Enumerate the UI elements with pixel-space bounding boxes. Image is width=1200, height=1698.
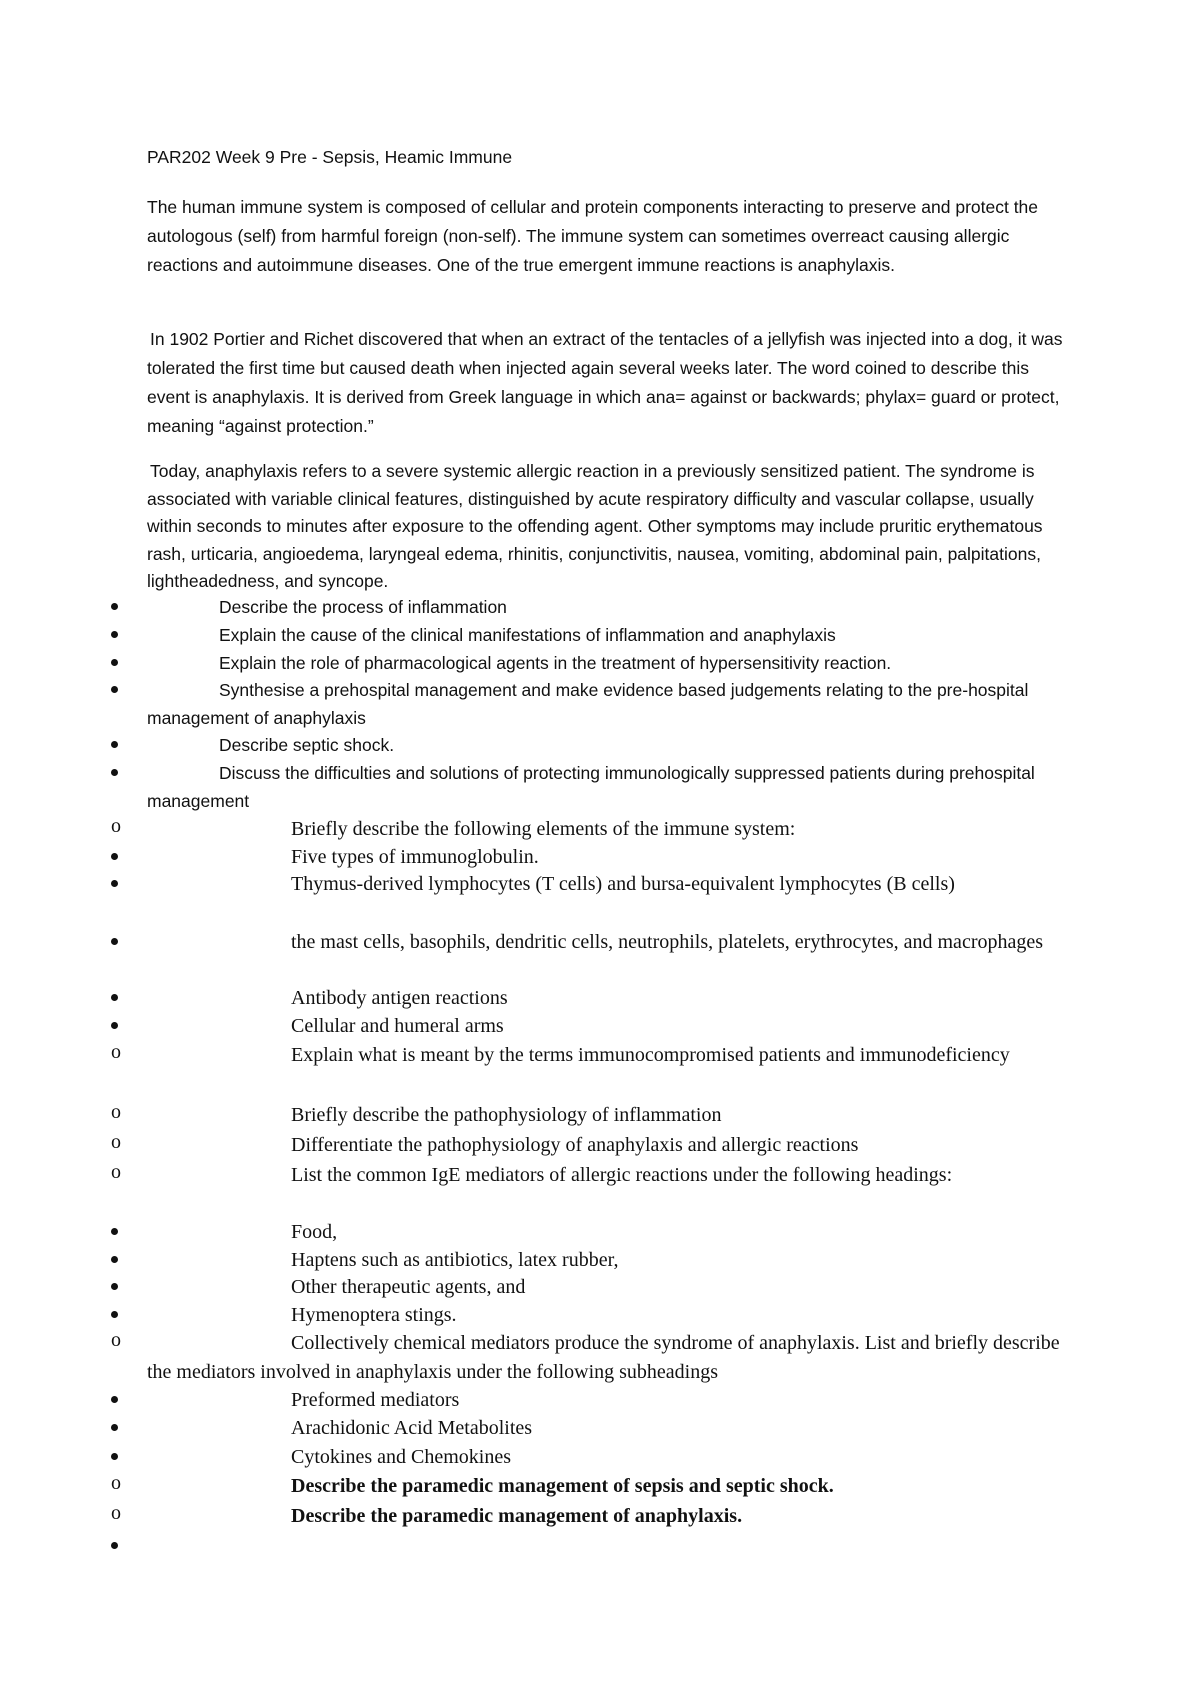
objective-text: Discuss the difficulties and solutions of protecting immunologically suppressed patients during prehospital management <box>147 763 1035 811</box>
question-text: Food, <box>291 1221 338 1243</box>
bullet-icon <box>111 1414 131 1437</box>
question-text: Haptens such as antibiotics, latex rubber, <box>291 1249 619 1271</box>
objective-item <box>147 677 1082 732</box>
question-item <box>147 928 1082 957</box>
question-item <box>111 1131 1082 1160</box>
circle-bullet-icon: o <box>111 1161 121 1183</box>
objective-item <box>147 732 1082 760</box>
question-item <box>147 1386 1082 1415</box>
question-text: Arachidonic Acid Metabolites <box>291 1417 533 1439</box>
bullet-icon <box>111 1218 131 1241</box>
question-item <box>111 1329 1082 1386</box>
circle-bullet-icon: o <box>111 1041 121 1063</box>
question-text: Other therapeutic agents, and <box>291 1276 526 1298</box>
definition-paragraph: Today, anaphylaxis refers to a severe systemic allergic reaction in a previously sensitized patient. The syndrome is associated with variable clinical features, distinguished by acute respiratory difficulty and vascular collapse, usually within seconds to minutes after exposure to the offending agent. Other symptoms may include pruritic erythematous rash, urticaria, angioedema, laryngeal edema, rhinitis, conjunctivitis, nausea, vomiting, abdominal pain, palpitations, lightheadedness, and syncope. <box>147 461 1043 591</box>
question-text: Preformed mediators <box>291 1389 460 1411</box>
bullet-icon <box>111 1532 131 1555</box>
question-text: Hymenoptera stings. <box>291 1304 457 1326</box>
bullet-icon <box>111 1386 131 1409</box>
question-item <box>147 1443 1082 1472</box>
question-item <box>147 1301 1082 1330</box>
question-item <box>147 1273 1082 1302</box>
question-item <box>111 1041 1082 1070</box>
bullet-icon <box>111 1273 131 1296</box>
question-item <box>147 843 1082 872</box>
bullet-icon <box>111 870 131 893</box>
question-text: Briefly describe the pathophysiology of inflammation <box>291 1104 722 1126</box>
question-text: Describe the paramedic management of sepsis and septic shock. <box>291 1475 834 1497</box>
objective-text: Explain the role of pharmacological agents in the treatment of hypersensitivity reaction. <box>219 653 892 673</box>
objective-item <box>147 622 1082 650</box>
circle-bullet-icon: o <box>111 1472 121 1494</box>
circle-bullet-icon: o <box>111 1502 121 1524</box>
circle-bullet-icon: o <box>111 815 121 837</box>
question-text: Thymus-derived lymphocytes (T cells) and bursa-equivalent lymphocytes (B cells) <box>291 873 955 895</box>
bullet-icon <box>111 1301 131 1324</box>
bullet-icon <box>111 1246 131 1269</box>
bullet-icon <box>111 732 131 753</box>
question-text: Five types of immunoglobulin. <box>291 846 539 868</box>
question-item <box>111 815 1082 844</box>
objective-text: Synthesise a prehospital management and make evidence based judgements relating to the pre-hospital management of anaphylaxis <box>147 680 1029 728</box>
question-item <box>147 984 1082 1013</box>
question-item <box>111 1101 1082 1130</box>
bullet-icon <box>111 843 131 866</box>
objective-item <box>147 650 1082 678</box>
question-text: Collectively chemical mediators produce the syndrome of anaphylaxis. List and briefly describe the mediators involved in anaphylaxis under the following subheadings <box>147 1332 1060 1383</box>
question-text: Cellular and humeral arms <box>291 1015 504 1037</box>
question-text: Antibody antigen reactions <box>291 987 508 1009</box>
bullet-icon <box>111 650 131 671</box>
question-item <box>147 1246 1082 1275</box>
objective-item <box>147 760 1082 815</box>
objective-item <box>147 594 1082 622</box>
bullet-icon <box>111 1443 131 1466</box>
circle-bullet-icon: o <box>111 1329 121 1351</box>
question-item <box>111 1472 1082 1501</box>
document-title: PAR202 Week 9 Pre - Sepsis, Heamic Immune <box>147 147 513 167</box>
bullet-icon <box>111 984 131 1007</box>
history-paragraph: In 1902 Portier and Richet discovered that when an extract of the tentacles of a jellyfish was injected into a dog, it was tolerated the first time but caused death when injected again several weeks later. The word coined to describe this event is anaphylaxis. It is derived from Greek language in which ana= against or backwards; phylax= guard or protect, meaning “against protection.” <box>147 329 1063 436</box>
question-text: the mast cells, basophils, dendritic cells, neutrophils, platelets, erythrocytes, and macrophages <box>291 931 1044 953</box>
question-text: Describe the paramedic management of anaphylaxis. <box>291 1505 743 1527</box>
bullet-icon <box>111 677 131 698</box>
question-text: Differentiate the pathophysiology of anaphylaxis and allergic reactions <box>291 1134 859 1156</box>
objective-text: Describe the process of inflammation <box>219 597 507 617</box>
objective-text: Describe septic shock. <box>219 735 395 755</box>
bullet-icon <box>111 1012 131 1035</box>
bullet-icon <box>111 928 131 951</box>
question-text: Cytokines and Chemokines <box>291 1446 511 1468</box>
question-item <box>147 1414 1082 1443</box>
bullet-icon <box>111 594 131 615</box>
question-text: List the common IgE mediators of allergic reactions under the following headings: <box>291 1164 953 1186</box>
intro-paragraph: The human immune system is composed of cellular and protein components interacting to preserve and protect the autologous (self) from harmful foreign (non-self). The immune system can sometimes overreact causing allergic reactions and autoimmune diseases. One of the true emergent immune reactions is anaphylaxis. <box>147 197 1039 275</box>
bullet-icon <box>111 622 131 643</box>
question-item <box>147 870 1082 899</box>
question-item <box>111 1502 1082 1531</box>
circle-bullet-icon: o <box>111 1131 121 1153</box>
question-item <box>111 1161 1082 1190</box>
circle-bullet-icon: o <box>111 1101 121 1123</box>
bullet-icon <box>111 760 131 781</box>
question-text: Briefly describe the following elements of the immune system: <box>291 818 796 840</box>
question-item <box>147 1218 1082 1247</box>
question-text: Explain what is meant by the terms immunocompromised patients and immunodeficiency <box>291 1044 1010 1066</box>
question-item <box>147 1012 1082 1041</box>
objective-text: Explain the cause of the clinical manifestations of inflammation and anaphylaxis <box>219 625 836 645</box>
